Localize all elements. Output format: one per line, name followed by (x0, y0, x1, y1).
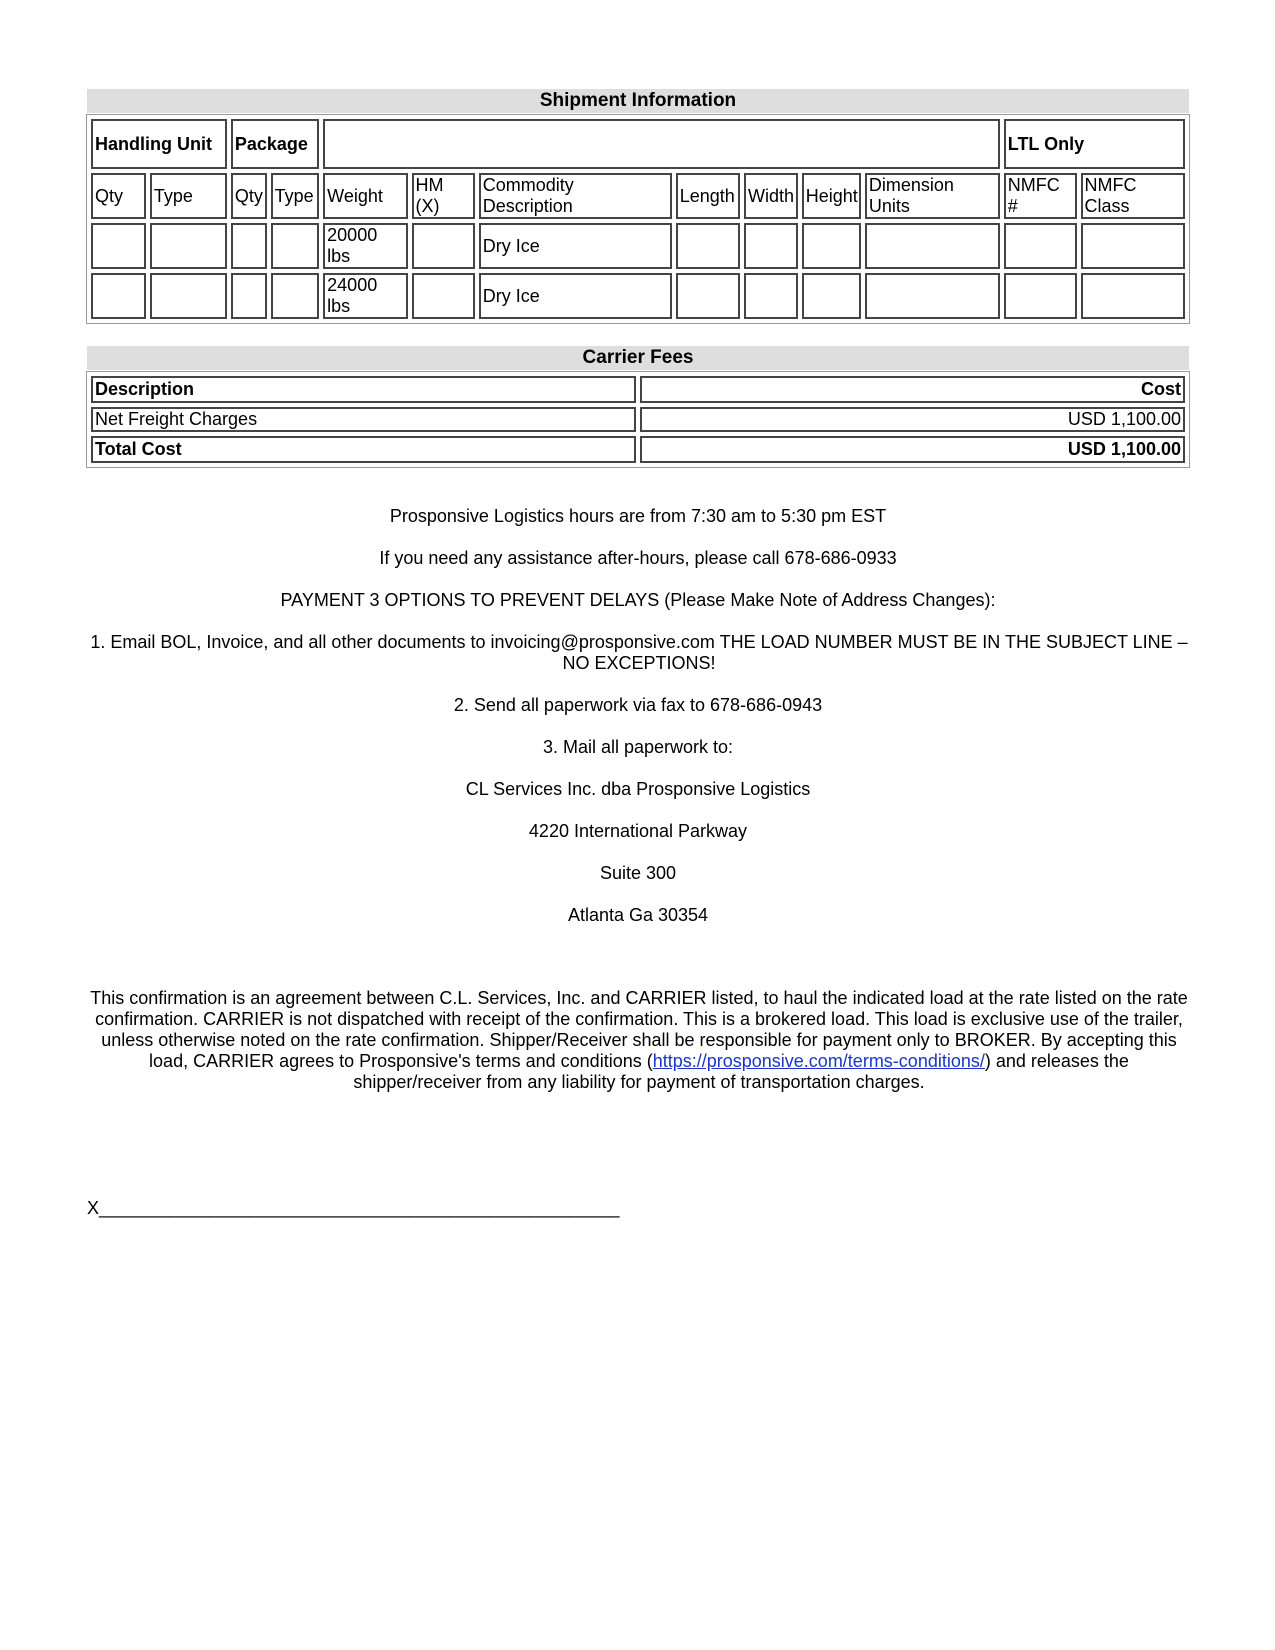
col-width: Width (744, 173, 798, 219)
cell-height (802, 273, 861, 319)
col-length: Length (676, 173, 740, 219)
total-cost-value: USD 1,100.00 (640, 436, 1185, 463)
terms-conditions-link[interactable]: https://prosponsive.com/terms-conditions/ (652, 1051, 985, 1071)
cell-nmfc-class (1081, 273, 1185, 319)
payment-option-2: 2. Send all paperwork via fax to 678-686-0943 (453, 695, 823, 715)
cell-length (676, 223, 740, 269)
total-cost-label: Total Cost (91, 436, 636, 463)
cell-length (676, 273, 740, 319)
group-header-row (91, 119, 1185, 169)
agreement-text-start: This confirmation is an agreement between C.L. Services, Inc. and CARRIER listed, to haul the indicated load at the rate listed on the rate confirmation. CARRIER is not dispatched with receipt of the confirmation. This is a brokered load. This load is exclusive use of the trailer, unless otherwise noted on the rate confirmation. Shipper/Receiver shall be responsible for payment only to BROKER. By accepting this load, CARRIER agrees to Prosponsive's terms and conditions ( (90, 988, 1188, 1071)
col-hu-type: Type (150, 173, 227, 219)
cell-height (802, 223, 861, 269)
shipment-table (86, 114, 1190, 324)
ltl-only-header: LTL Only (1004, 119, 1185, 169)
cell-hm (412, 273, 475, 319)
col-pkg-qty: Qty (231, 173, 267, 219)
blank-group-header (323, 119, 1000, 169)
fees-header-row (91, 376, 1185, 403)
cell-width (744, 273, 798, 319)
col-hm: HM (X) (412, 173, 475, 219)
table-row (91, 407, 1185, 432)
cell-nmfc-number (1004, 273, 1077, 319)
fees-section-title: Carrier Fees (87, 346, 1189, 370)
cell-weight: 24000 lbs (323, 273, 407, 319)
col-commodity: Commodity Description (479, 173, 672, 219)
cell-width (744, 223, 798, 269)
payment-option-3: 3. Mail all paperwork to: (542, 737, 734, 757)
cell-commodity: Dry Ice (479, 223, 672, 269)
address-line-3: Suite 300 (599, 863, 677, 883)
col-height: Height (802, 173, 861, 219)
cell-pkg-qty (231, 273, 267, 319)
cell-hu-type (150, 273, 227, 319)
col-hu-qty: Qty (91, 173, 146, 219)
after-hours-text: If you need any assistance after-hours, please call 678-686-0933 (379, 548, 897, 568)
fee-description: Net Freight Charges (91, 407, 636, 432)
hours-text: Prosponsive Logistics hours are from 7:30 am to 5:30 pm EST (389, 506, 887, 526)
col-nmfc-class: NMFC Class (1081, 173, 1185, 219)
fees-table (86, 371, 1190, 468)
cell-pkg-type (271, 273, 320, 319)
cell-hu-type (150, 223, 227, 269)
address-line-1: CL Services Inc. dba Prosponsive Logistics (465, 779, 811, 799)
cell-nmfc-number (1004, 223, 1077, 269)
table-row (91, 273, 1185, 319)
cell-dimension-units (865, 273, 1000, 319)
cost-header: Cost (640, 376, 1185, 403)
cell-pkg-type (271, 223, 320, 269)
fee-cost: USD 1,100.00 (640, 407, 1185, 432)
cell-dimension-units (865, 223, 1000, 269)
agreement-text-end: ) and releases the shipper/receiver from any liability for payment of transportation charges. (353, 1051, 1129, 1092)
package-header: Package (231, 119, 319, 169)
cell-pkg-qty (231, 223, 267, 269)
cell-hm (412, 223, 475, 269)
col-nmfc-number: NMFC # (1004, 173, 1077, 219)
col-dimension-units: Dimension Units (865, 173, 1000, 219)
total-row (91, 436, 1185, 463)
signature-line: X____________________________________________________ (87, 1198, 620, 1218)
cell-hu-qty (91, 223, 146, 269)
shipment-section-title: Shipment Information (87, 89, 1189, 113)
cell-weight: 20000 lbs (323, 223, 407, 269)
handling-unit-header: Handling Unit (91, 119, 227, 169)
description-header: Description (91, 376, 636, 403)
agreement-paragraph (84, 988, 1194, 1093)
table-row (91, 223, 1185, 269)
payment-option-1: 1. Email BOL, Invoice, and all other documents to invoicing@prosponsive.com THE LOAD NUMBER MUST BE IN THE SUBJECT LINE – NO EXCEPTIONS! (90, 632, 1188, 673)
address-line-2: 4220 International Parkway (528, 821, 748, 841)
address-line-4: Atlanta Ga 30354 (567, 905, 709, 925)
cell-hu-qty (91, 273, 146, 319)
cell-commodity: Dry Ice (479, 273, 672, 319)
payment-heading: PAYMENT 3 OPTIONS TO PREVENT DELAYS (Please Make Note of Address Changes): (280, 590, 996, 610)
cell-nmfc-class (1081, 223, 1185, 269)
col-pkg-type: Type (271, 173, 320, 219)
column-header-row (91, 173, 1185, 219)
col-weight: Weight (323, 173, 407, 219)
